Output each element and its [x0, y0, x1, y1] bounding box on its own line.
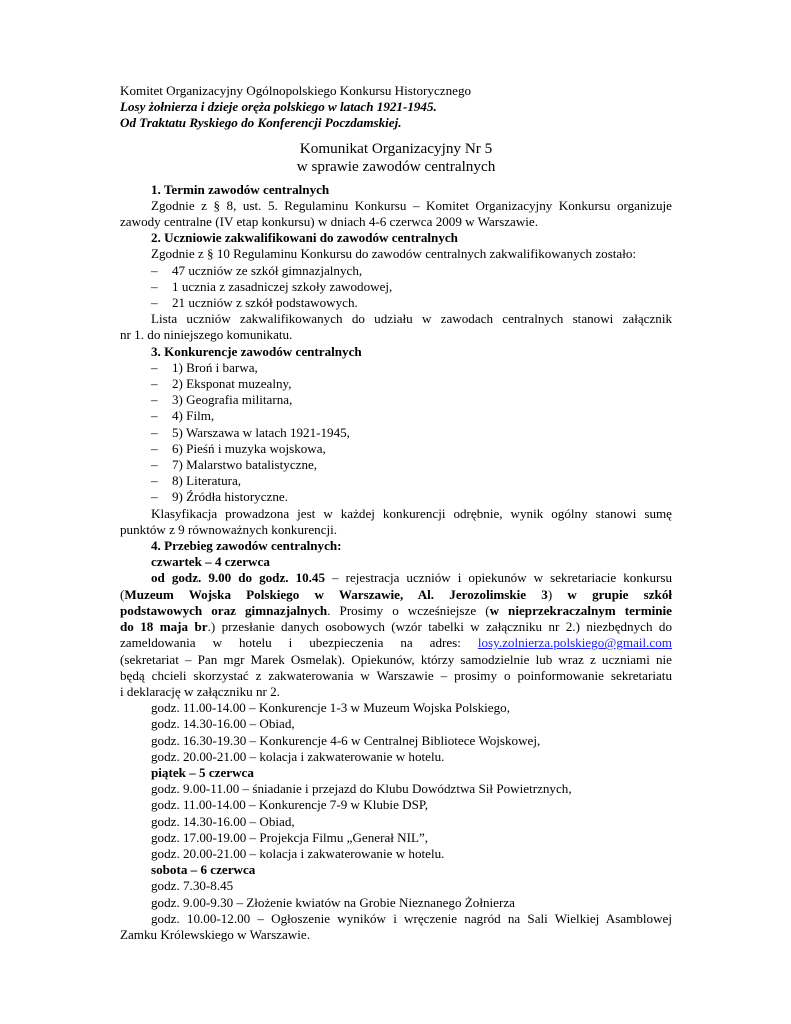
section-3-text-line1: Klasyfikacja prowadzona jest w każdej konkurencji odrębnie, wynik ogólny stanowi sumę: [151, 505, 672, 521]
schedule-item: godz. 20.00-21.00 – kolacja i zakwaterowanie w hotelu.: [151, 748, 445, 764]
document-page: [120, 83, 672, 943]
list-item: – 47 uczniów ze szkół gimnazjalnych,: [151, 262, 363, 278]
schedule-item: godz. 17.00-19.00 – Projekcja Filmu „Generał NIL”,: [151, 829, 429, 845]
registration-line2: (Muzeum Wojska Polskiego w Warszawie, Al. Jerozolimskie 3) w grupie szkół: [120, 586, 673, 602]
list-item: – 1) Broń i barwa,: [151, 359, 258, 375]
header-contest-title: Losy żołnierza i dzieje oręża polskiego w latach 1921-1945.: [120, 99, 437, 115]
list-item: – 9) Źródła historyczne.: [151, 489, 288, 505]
section-1-heading: 1. Termin zawodów centralnych: [151, 181, 330, 197]
section-2-text-line2: nr 1. do niniejszego komunikatu.: [120, 327, 293, 343]
section-3-text-line2: punktów z 9 równoważnych konkurencji.: [120, 521, 338, 537]
day-2-heading: piątek – 5 czerwca: [151, 764, 254, 780]
header-organizer: Komitet Organizacyjny Ogólnopolskiego Konkursu Historycznego: [120, 83, 472, 98]
document-subtitle: w sprawie zawodów centralnych: [296, 157, 496, 175]
schedule-item: godz. 7.30-8.45: [151, 878, 234, 894]
day-1-heading: czwartek – 4 czerwca: [151, 554, 270, 570]
section-2-text-line1: Lista uczniów zakwalifikowanych do udziału w zawodach centralnych stanowi załącznik: [151, 311, 672, 327]
list-item: – 4) Film,: [151, 408, 215, 424]
list-item: – 1 ucznia z zasadniczej szkoły zawodowej,: [151, 278, 393, 294]
registration-line7: będą chcieli skorzystać z zakwaterowania w Warszawie – prosimy o poinformowanie sekretariatu: [120, 667, 672, 683]
schedule-item: godz. 9.00-11.00 – śniadanie i przejazd do Klubu Dowództwa Sił Powietrznych,: [151, 781, 572, 797]
section-1-text-line1: Zgodnie z § 8, ust. 5. Regulaminu Konkursu – Komitet Organizacyjny Konkursu organizuje: [151, 197, 672, 213]
section-2-intro: Zgodnie z § 10 Regulaminu Konkursu do zawodów centralnych zakwalifikowanych zostało:: [151, 246, 637, 262]
registration-line8: i deklarację w załączniku nr 2.: [120, 683, 280, 699]
registration-line3: podstawowych oraz gimnazjalnych. Prosimy o wcześniejsze (w nieprzekraczalnym terminie: [120, 602, 672, 618]
section-3-heading: 3. Konkurencje zawodów centralnych: [151, 343, 362, 359]
section-4-heading: 4. Przebieg zawodów centralnych:: [151, 538, 342, 554]
registration-line6: (sekretariat – Pan mgr Marek Osmelak). Opiekunów, którzy samodzielnie lub wraz z uczniami nie: [120, 651, 672, 667]
schedule-item: godz. 14.30-16.00 – Obiad,: [151, 716, 295, 732]
list-item: – 3) Geografia militarna,: [151, 392, 293, 408]
list-item: – 7) Malarstwo batalistyczne,: [151, 457, 318, 473]
schedule-item: godz. 11.00-14.00 – Konkurencje 1-3 w Muzeum Wojska Polskiego,: [151, 700, 510, 716]
list-item: – 21 uczniów z szkół podstawowych.: [151, 295, 358, 311]
registration-line5: zameldowania w hotelu i ubezpieczenia na adres: losy.zolnierza.polskiego@gmail.com: [120, 635, 672, 651]
list-item: – 5) Warszawa w latach 1921-1945,: [151, 424, 350, 440]
document-title: Komunikat Organizacyjny Nr 5: [299, 139, 493, 157]
list-item: – 8) Literatura,: [151, 473, 242, 489]
final-item-line1: godz. 10.00-12.00 – Ogłoszenie wyników i wręczenie nagród na Sali Wielkiej Asamblowej: [151, 910, 672, 926]
header-contest-subtitle: Od Traktatu Ryskiego do Konferencji Poczdamskiej.: [120, 115, 402, 131]
schedule-item: godz. 9.00-9.30 – Złożenie kwiatów na Grobie Nieznanego Żołnierza: [151, 894, 515, 910]
schedule-item: godz. 20.00-21.00 – kolacja i zakwaterowanie w hotelu.: [151, 845, 445, 861]
day-3-heading: sobota – 6 czerwca: [151, 862, 256, 878]
registration-line4: do 18 maja br.) przesłanie danych osobowych (wzór tabelki w załączniku nr 2.) niezbędnych do: [120, 619, 672, 635]
registration-line1: od godz. 9.00 do godz. 10.45 – rejestracja uczniów i opiekunów w sekretariacie konkursu: [151, 570, 672, 586]
final-item-line2: Zamku Królewskiego w Warszawie.: [120, 926, 310, 942]
schedule-item: godz. 16.30-19.30 – Konkurencje 4-6 w Centralnej Bibliotece Wojskowej,: [151, 732, 541, 748]
schedule-item: godz. 11.00-14.00 – Konkurencje 7-9 w Klubie DSP,: [151, 797, 428, 813]
list-item: – 2) Eksponat muzealny,: [151, 376, 292, 392]
list-item: – 6) Pieśń i muzyka wojskowa,: [151, 440, 326, 456]
section-2-heading: 2. Uczniowie zakwalifikowani do zawodów centralnych: [151, 230, 458, 246]
email-link[interactable]: losy.zolnierza.polskiego@gmail.com: [477, 635, 672, 651]
schedule-item: godz. 14.30-16.00 – Obiad,: [151, 813, 295, 829]
section-1-text-line2: zawody centralne (IV etap konkursu) w dniach 4-6 czerwca 2009 w Warszawie.: [120, 214, 539, 230]
